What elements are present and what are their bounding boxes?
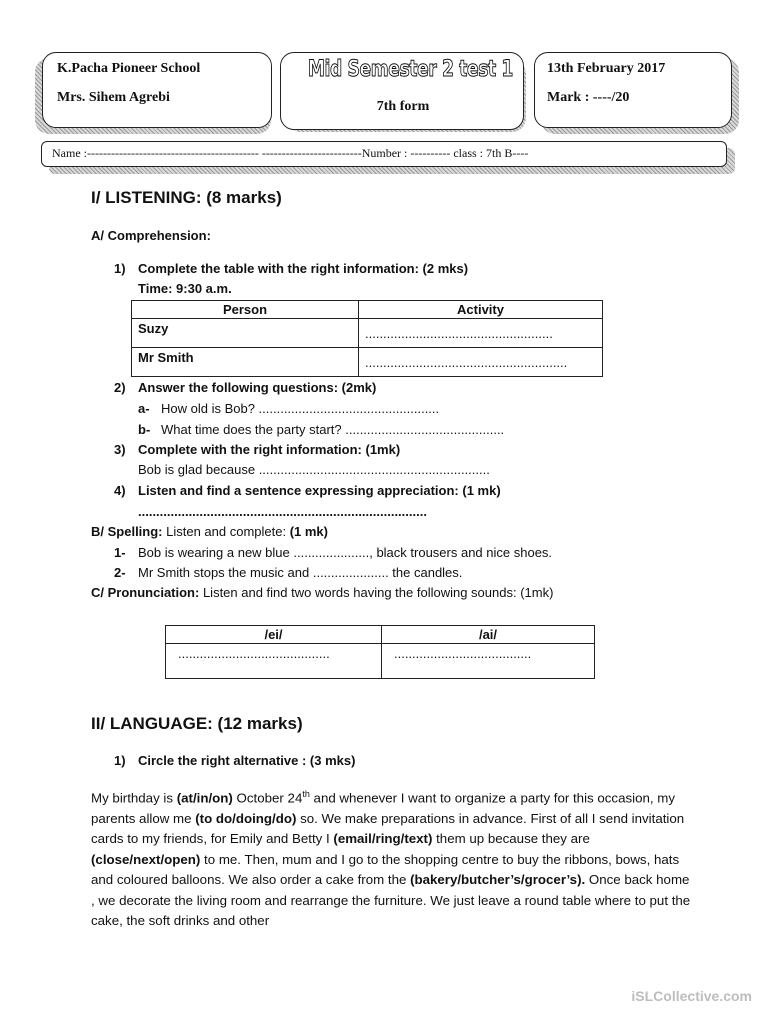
table-header-activity: Activity bbox=[359, 301, 603, 319]
q3-line[interactable]: Bob is glad because ................................................................ bbox=[138, 462, 490, 477]
passage-text: them up because they are bbox=[432, 831, 590, 847]
q1-text: Complete the table with the right information: (2 mks) bbox=[138, 261, 469, 276]
test-title: Mid Semester 2 test 1 bbox=[307, 57, 513, 82]
header-right-box bbox=[534, 52, 732, 128]
sound-header-ai: /ai/ bbox=[382, 626, 595, 644]
q2-text: Answer the following questions: (2mk) bbox=[138, 380, 377, 395]
spelling-line bbox=[91, 524, 328, 539]
table-cell-activity[interactable]: .................................................... bbox=[359, 319, 603, 348]
q4-text: Listen and find a sentence expressing appreciation: (1 mk) bbox=[138, 483, 501, 498]
q2a-label: a- bbox=[138, 401, 150, 416]
sound-header-ei: /ei/ bbox=[166, 626, 382, 644]
pronunciation-label: C/ Pronunciation: bbox=[91, 585, 200, 600]
q2b-text[interactable]: What time does the party start? ............................................ bbox=[161, 422, 505, 437]
header-center-box bbox=[280, 52, 524, 130]
mark-field: Mark : ----/20 bbox=[547, 90, 630, 105]
form-label: 7th form bbox=[376, 99, 430, 114]
option-group[interactable]: (close/next/open) bbox=[91, 851, 201, 867]
table-cell-person: Suzy bbox=[132, 319, 359, 348]
header-left-box bbox=[42, 52, 272, 128]
q4-number: 4) bbox=[114, 483, 126, 498]
passage-text: and whenever I want to organize a party for this occasion, my parents allow me bbox=[91, 790, 675, 826]
pronunciation-line bbox=[91, 585, 553, 600]
pronunciation-text: Listen and find two words having the following sounds: (1mk) bbox=[199, 585, 554, 600]
comprehension-label: A/ Comprehension: bbox=[91, 228, 211, 243]
sp2-text[interactable]: Mr Smith stops the music and ..................... the candles. bbox=[138, 565, 463, 580]
passage-text: so. We make preparations in advance. First of all I send invitation cards to my friends, for Emily and Betty I bbox=[91, 810, 685, 847]
spelling-marks: (1 mk) bbox=[289, 524, 328, 539]
table-cell-person: Mr Smith bbox=[132, 348, 359, 377]
sp1-number: 1- bbox=[114, 545, 126, 560]
sound-cell-ai[interactable]: ...................................... bbox=[382, 644, 595, 679]
passage-text: My birthday is bbox=[91, 790, 177, 806]
q2-number: 2) bbox=[114, 380, 126, 395]
passage-text: October 24 bbox=[232, 790, 303, 806]
passage-text: Once back home , we decorate the living room and rearrange the furniture. We just leave a round table where to put the cake, the soft drinks and other bbox=[91, 872, 691, 929]
option-group[interactable]: (at/in/on) bbox=[176, 790, 233, 806]
q3-text: Complete with the right information: (1mk) bbox=[138, 442, 401, 457]
test-date: 13th February 2017 bbox=[547, 61, 666, 76]
sounds-table bbox=[165, 625, 595, 679]
option-group[interactable]: (email/ring/text) bbox=[333, 831, 433, 847]
q4-line[interactable]: ................................................................................ bbox=[138, 504, 427, 519]
sp2-number: 2- bbox=[114, 565, 126, 580]
ordinal-suffix: th bbox=[302, 789, 310, 799]
option-group[interactable]: (bakery/butcher’s/grocer’s). bbox=[410, 872, 586, 888]
option-group[interactable]: (to do/doing/do) bbox=[195, 810, 297, 826]
teacher-name: Mrs. Sihem Agrebi bbox=[57, 90, 170, 105]
spelling-text: Listen and complete: bbox=[162, 524, 290, 539]
activity-table bbox=[131, 300, 603, 377]
lang-q1-number: 1) bbox=[114, 753, 126, 768]
watermark: iSLCollective.com bbox=[631, 988, 752, 1004]
school-name: K.Pacha Pioneer School bbox=[57, 61, 201, 76]
q2b-label: b- bbox=[138, 422, 151, 437]
listening-heading: I/ LISTENING: (8 marks) bbox=[91, 188, 282, 207]
lang-q1-text: Circle the right alternative : (3 mks) bbox=[138, 753, 356, 768]
sound-cell-ei[interactable]: .......................................... bbox=[166, 644, 382, 679]
q1-number: 1) bbox=[114, 261, 126, 276]
passage bbox=[91, 784, 691, 932]
table-header-person: Person bbox=[132, 301, 359, 319]
passage-text: to me. Then, mum and I go to the shopping centre to buy the ribbons, bows, hats and coloured balloons. We also order a cake from the bbox=[91, 851, 680, 888]
q1-time: Time: 9:30 a.m. bbox=[138, 281, 232, 296]
q3-number: 3) bbox=[114, 442, 126, 457]
name-line: Name :------------------------------------------- -------------------------Number : ---------- class : 7th B---- bbox=[41, 141, 727, 167]
q2a-text[interactable]: How old is Bob? .................................................. bbox=[161, 401, 440, 416]
language-heading: II/ LANGUAGE: (12 marks) bbox=[91, 714, 303, 733]
spelling-label: B/ Spelling: bbox=[91, 524, 163, 539]
table-cell-activity[interactable]: ........................................................ bbox=[359, 348, 603, 377]
sp1-text[interactable]: Bob is wearing a new blue ....................., black trousers and nice shoes. bbox=[138, 545, 553, 560]
